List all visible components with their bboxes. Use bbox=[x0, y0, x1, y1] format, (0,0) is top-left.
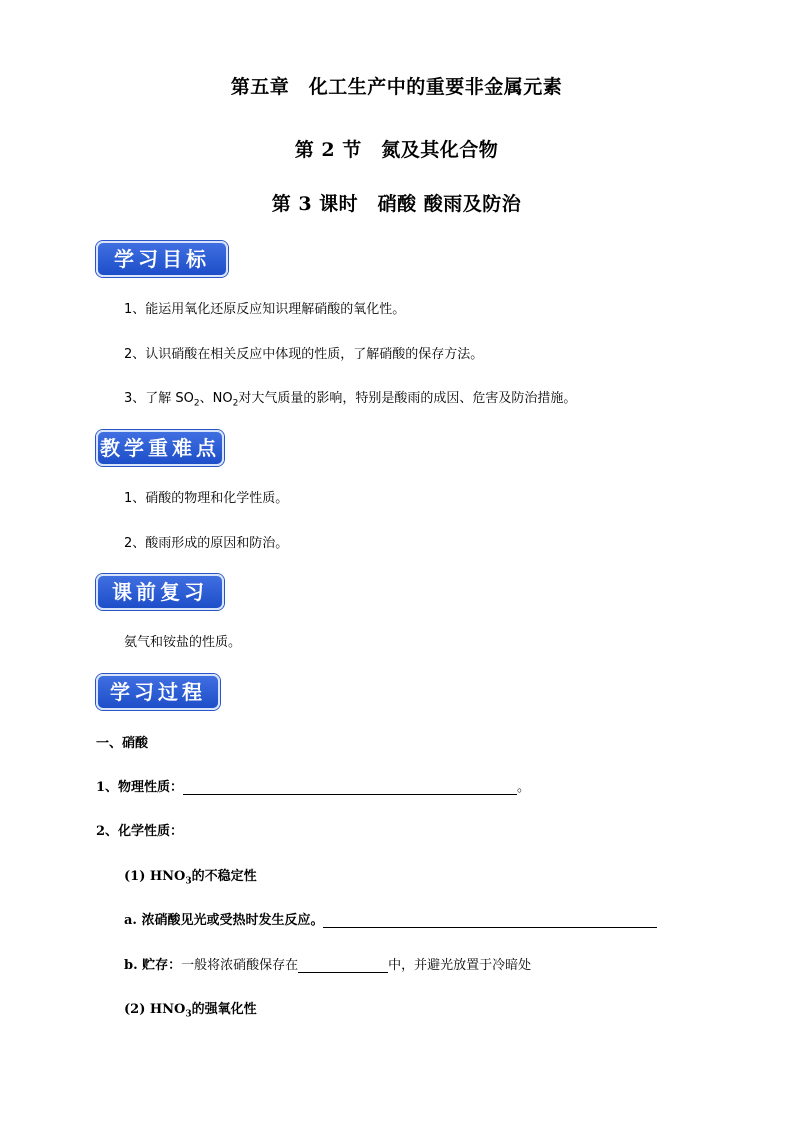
oxidizing-heading bbox=[124, 998, 257, 1020]
instability-part: (1) HNO bbox=[124, 869, 186, 884]
item-b-label: b. 贮存： bbox=[124, 958, 182, 973]
chapter-title: 第五章 化工生产中的重要非金属元素 bbox=[230, 76, 563, 98]
process-badge: 学习过程 bbox=[96, 674, 220, 710]
objective-item-2: 2、认识硝酸在相关反应中体现的性质，了解硝酸的保存方法。 bbox=[124, 347, 484, 362]
objective-item-3-part: 、NO bbox=[199, 391, 233, 406]
item-a bbox=[124, 909, 657, 928]
item-b-blank[interactable] bbox=[298, 958, 388, 973]
key-point-item-2: 2、酸雨形成的原因和防治。 bbox=[124, 536, 289, 551]
physical-blank[interactable] bbox=[183, 780, 517, 795]
chemical-properties-label: 2、化学性质： bbox=[96, 824, 184, 839]
lesson-title: 第 3 课时 硝酸 酸雨及防治 bbox=[271, 193, 522, 215]
oxidizing-part: 的强氧化性 bbox=[191, 1002, 257, 1017]
item-a-text: a. 浓硝酸见光或受热时发生反应。 bbox=[124, 913, 324, 928]
item-b-text: 一般将浓硝酸保存在 bbox=[181, 958, 299, 973]
review-text: 氨气和铵盐的性质。 bbox=[124, 635, 242, 650]
subscript: 2 bbox=[232, 398, 239, 409]
review-badge: 课前复习 bbox=[96, 574, 224, 610]
instability-part: 的不稳定性 bbox=[191, 869, 257, 884]
item-b-text: 中，并避光放置于冷暗处 bbox=[388, 958, 532, 973]
physical-label: 1、物理性质： bbox=[96, 780, 184, 795]
physical-properties bbox=[96, 776, 530, 795]
objective-item-1: 1、能运用氧化还原反应知识理解硝酸的氧化性。 bbox=[124, 302, 406, 317]
heading-nitric-acid: 一、硝酸 bbox=[96, 736, 149, 751]
objective-item-3 bbox=[124, 387, 576, 409]
period: 。 bbox=[517, 780, 531, 795]
item-b bbox=[124, 954, 531, 973]
oxidizing-part: (2) HNO bbox=[124, 1002, 186, 1017]
key-point-item-1: 1、硝酸的物理和化学性质。 bbox=[124, 491, 289, 506]
objective-item-3-part: 3、了解 SO bbox=[124, 391, 194, 406]
subscript: 3 bbox=[185, 1009, 192, 1020]
objectives-badge: 学习目标 bbox=[96, 241, 228, 277]
subscript: 2 bbox=[193, 398, 200, 409]
item-a-blank[interactable] bbox=[323, 913, 657, 928]
section-title: 第 2 节 氮及其化合物 bbox=[294, 139, 499, 161]
subscript: 3 bbox=[185, 876, 192, 887]
objective-item-3-part: 对大气质量的影响，特别是酸雨的成因、危害及防治措施。 bbox=[238, 391, 577, 406]
instability-heading bbox=[124, 865, 257, 887]
key-points-badge: 教学重难点 bbox=[96, 430, 224, 466]
